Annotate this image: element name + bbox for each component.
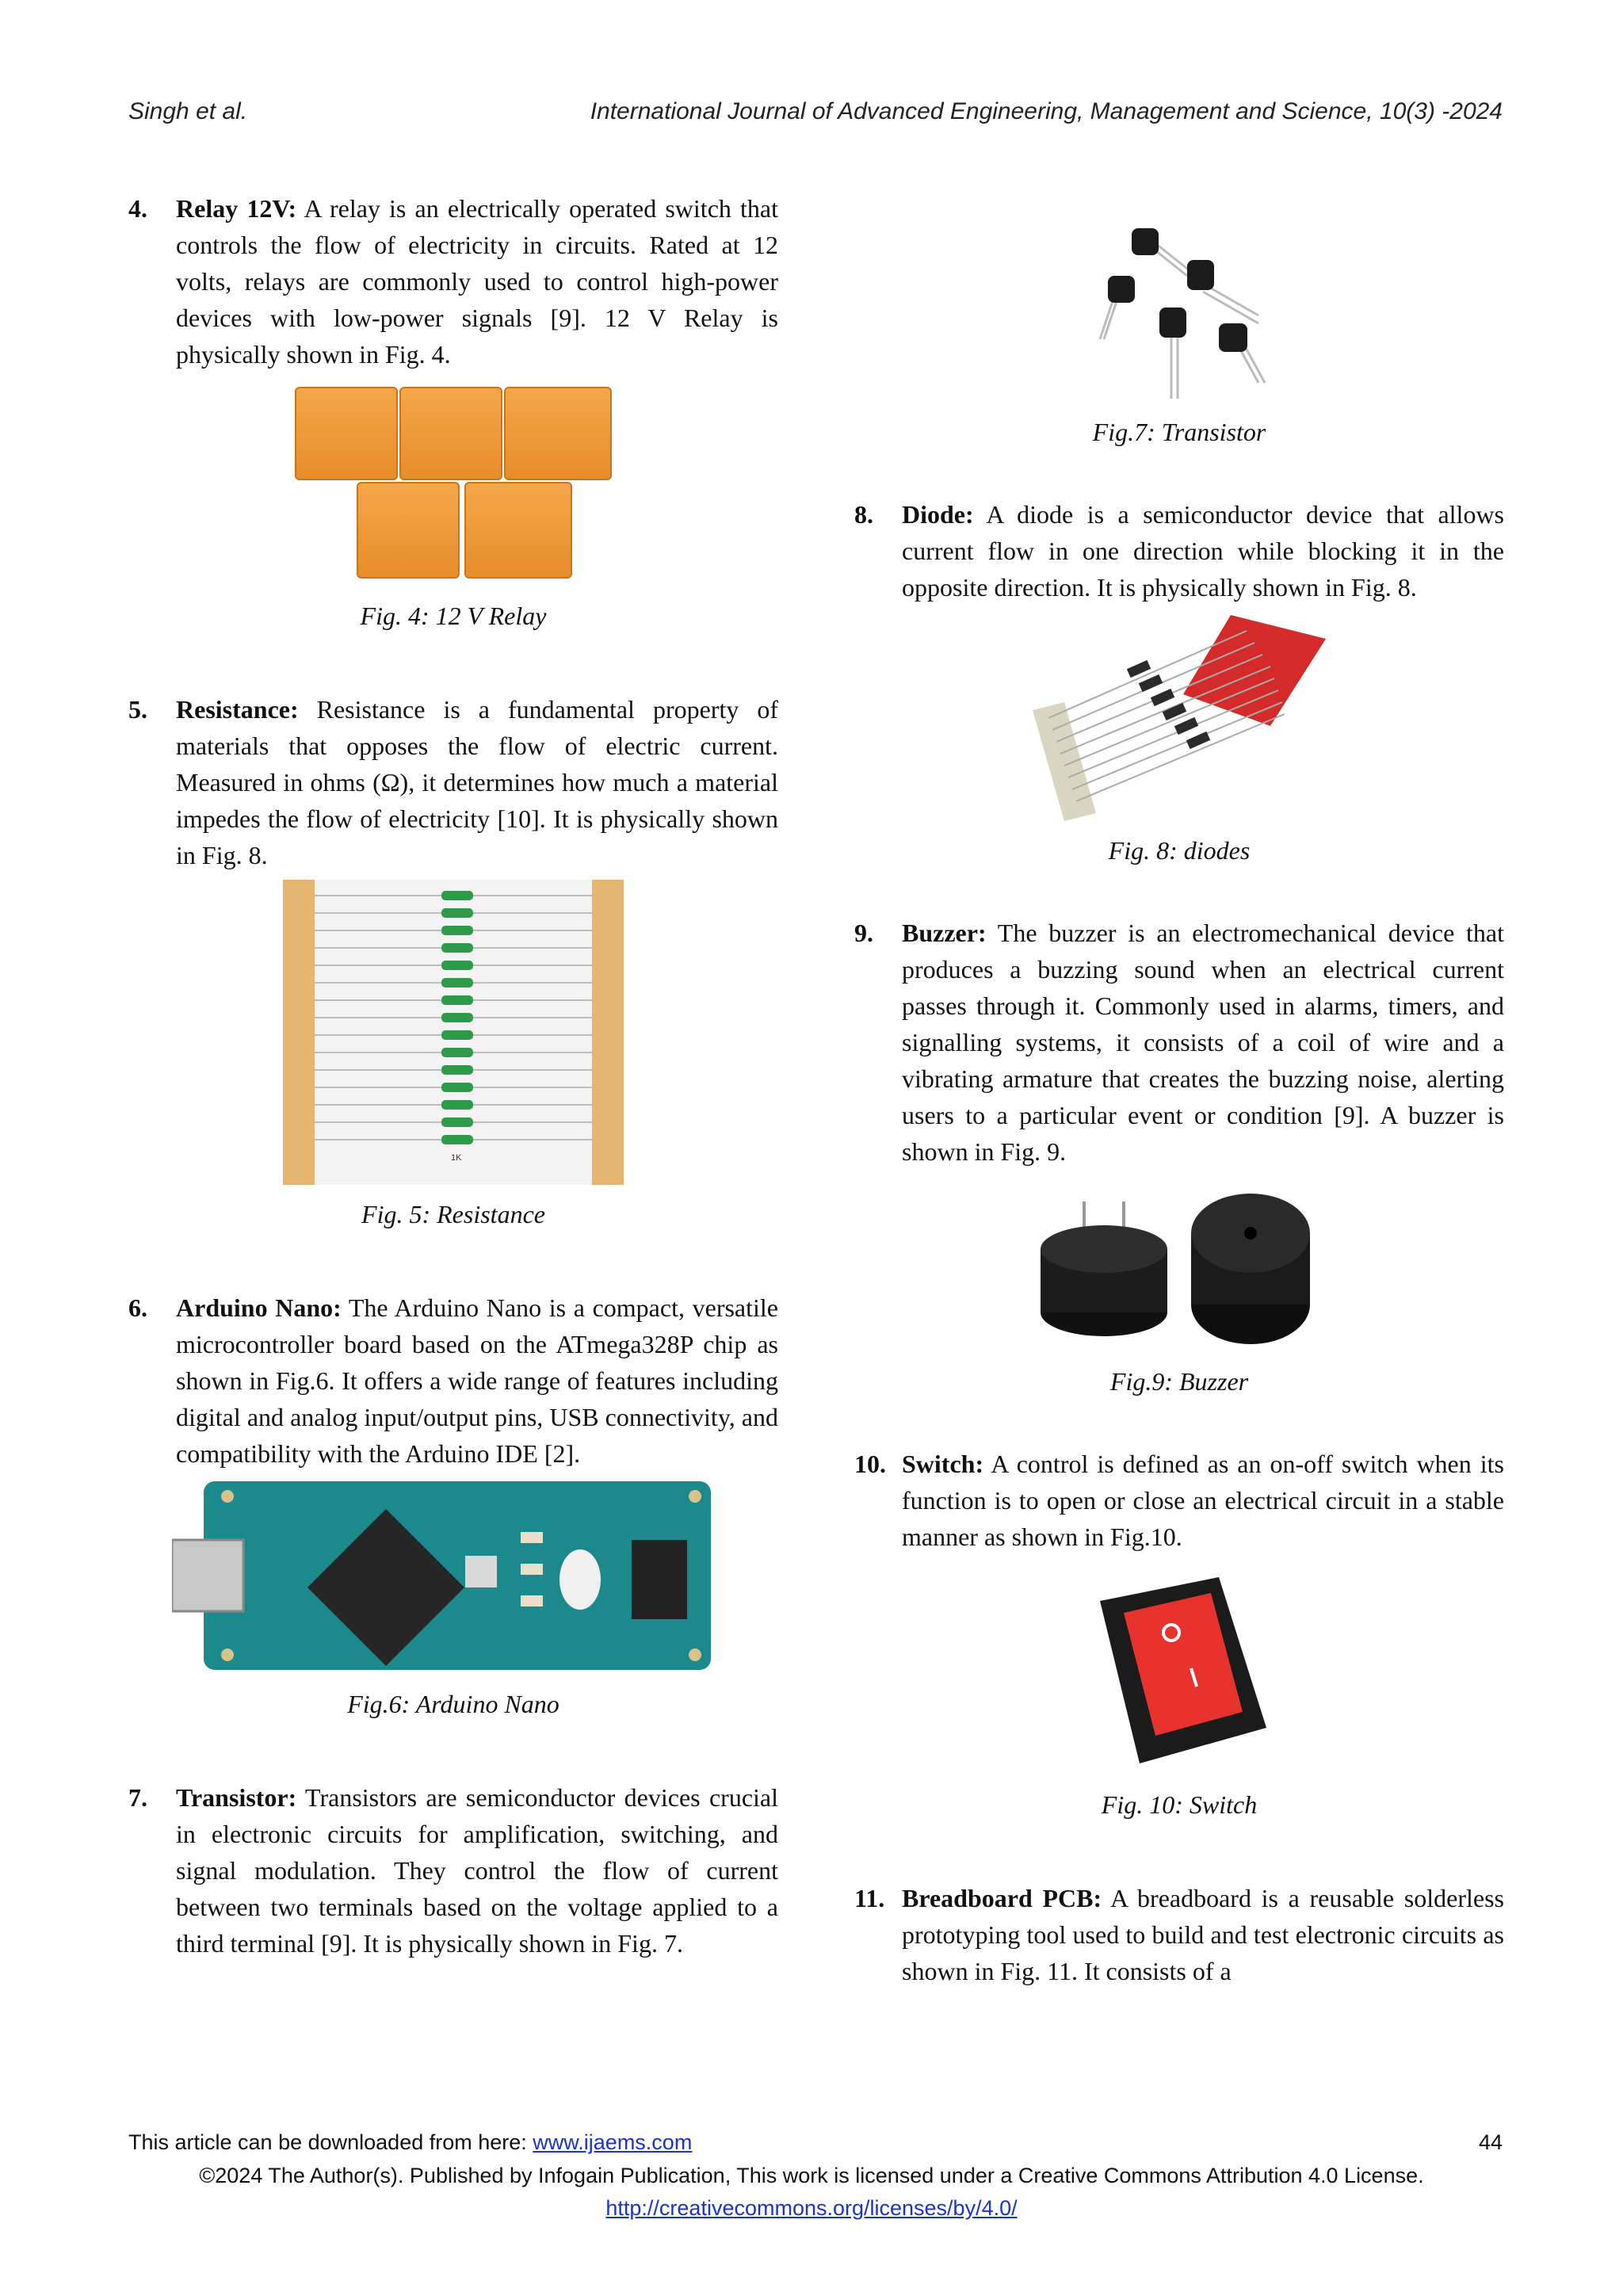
item-text: A relay is an electrically operated switch that controls the flow of electricity in circuits. Rated at 12 volts, relays are commonly used to control high-power devices with low-power signals [9]. 12 V Relay is physically shown in Fig. 4. <box>176 194 779 369</box>
footer-license-text: ©2024 The Author(s). Published by Infogain Publication, This work is licensed under a Creative Commons Attribution 4.0 License. <box>199 2164 1424 2187</box>
resistor-label: 1K <box>451 1153 462 1163</box>
list-item-diode <box>854 496 1504 606</box>
item-term: Arduino Nano: <box>176 1293 342 1322</box>
switch-image <box>1084 1569 1274 1775</box>
footer-download-line <box>128 2130 1503 2155</box>
item-term: Buzzer: <box>902 919 987 947</box>
item-text: A breadboard is a reusable solderless prototyping tool used to build and test electronic circuits as shown in Fig. 11. It consists of a <box>902 1884 1505 1985</box>
left-column <box>128 190 778 1962</box>
item-number: 11. <box>854 1884 885 1912</box>
item-number: 8. <box>854 500 873 529</box>
figure-caption: Fig.7: Transistor <box>1092 418 1266 446</box>
relay-image <box>287 380 620 586</box>
item-number: 10. <box>854 1450 886 1478</box>
list-item-relay <box>128 190 778 372</box>
buzzer-graphic <box>1021 1178 1338 1352</box>
figure-diodes <box>854 615 1504 869</box>
footer-download-text: This article can be downloaded from here: <box>128 2130 533 2154</box>
figure-caption: Fig. 8: diodes <box>1108 836 1251 865</box>
resistor-strip-graphic <box>283 880 624 1185</box>
item-number: 4. <box>128 194 147 223</box>
item-term: Switch: <box>902 1450 984 1478</box>
footer-license-link[interactable]: http://creativecommons.org/licenses/by/4.0/ <box>605 2196 1018 2220</box>
item-term: Resistance: <box>176 695 299 724</box>
figure-switch <box>854 1569 1504 1823</box>
page-number: 44 <box>1478 2130 1503 2154</box>
list-item-buzzer <box>854 915 1504 1170</box>
footer-download-link[interactable]: www.ijaems.com <box>533 2130 693 2154</box>
list-item-transistor <box>128 1779 778 1962</box>
figure-caption: Fig. 10: Switch <box>1101 1790 1258 1819</box>
rocker-switch-graphic <box>1084 1569 1274 1775</box>
item-term: Diode: <box>902 500 974 529</box>
list-item-switch <box>854 1446 1504 1555</box>
item-text: The Arduino Nano is a compact, versatile microcontroller board based on the ATmega328P chip as shown in Fig.6. It offers a wide range of features including digital and analog input/output pins, USB connectivity, and compatibility with the Arduino IDE [2]. <box>176 1293 779 1468</box>
figure-transistor <box>854 212 1504 450</box>
figure-resistance <box>128 880 778 1232</box>
figure-arduino-nano <box>128 1477 778 1722</box>
right-column <box>854 212 1504 1989</box>
figure-caption: Fig. 5: Resistance <box>361 1200 545 1228</box>
item-number: 9. <box>854 919 873 947</box>
arduino-board-graphic <box>172 1477 735 1675</box>
item-number: 6. <box>128 1293 147 1322</box>
header-journal: International Journal of Advanced Engineering, Management and Science, 10(3) -2024 <box>590 98 1503 124</box>
list-item-resistance <box>128 691 778 873</box>
list-item-breadboard <box>854 1880 1504 1989</box>
figure-caption: Fig. 4: 12 V Relay <box>360 602 547 630</box>
figure-buzzer <box>854 1178 1504 1400</box>
item-term: Relay 12V: <box>176 194 297 223</box>
item-text: A control is defined as an on-off switch when its function is to open or close an electrical circuit in a stable manner as shown in Fig.10. <box>902 1450 1504 1551</box>
resistor-image <box>283 880 624 1185</box>
item-text: Transistors are semiconductor devices crucial in electronic circuits for amplification, switching, and signal modulation. They control the flow of current between two terminals based on the voltage applied to a third terminal [9]. It is physically shown in Fig. 7. <box>176 1783 778 1958</box>
item-term: Breadboard PCB: <box>902 1884 1102 1912</box>
list-item-arduino-nano <box>128 1289 778 1472</box>
diode-strip-graphic <box>1033 615 1326 821</box>
figure-caption: Fig.6: Arduino Nano <box>347 1690 559 1718</box>
header-authors: Singh et al. <box>128 98 248 124</box>
running-header <box>128 98 1503 138</box>
buzzer-image <box>1021 1178 1338 1352</box>
item-text: Resistance is a fundamental property of materials that opposes the flow of electric current. Measured in ohms (Ω), it determines how much a material impedes the flow of electricity [10]. It is physically shown in Fig. 8. <box>176 695 778 869</box>
item-number: 7. <box>128 1783 147 1812</box>
transistor-image <box>1092 212 1266 403</box>
item-text: The buzzer is an electromechanical device that produces a buzzing sound when an electrical current passes through it. Commonly used in alarms, timers, and signalling systems, it consists of a coil of wire and a vibrating armature that creates the buzzing noise, alerting users to a particular event or condition [9]. A buzzer is shown in Fig. 9. <box>902 919 1504 1166</box>
footer-license-line <box>0 2196 1623 2221</box>
arduino-nano-image <box>172 1477 735 1675</box>
diodes-image <box>1033 615 1326 821</box>
transistor-graphic <box>1092 212 1266 403</box>
item-number: 5. <box>128 695 147 724</box>
item-term: Transistor: <box>176 1783 297 1812</box>
figure-relay <box>128 380 778 634</box>
figure-caption: Fig.9: Buzzer <box>1109 1367 1249 1396</box>
item-text: A diode is a semiconductor device that allows current flow in one direction while blocking it in the opposite direction. It is physically shown in Fig. 8. <box>902 500 1504 602</box>
